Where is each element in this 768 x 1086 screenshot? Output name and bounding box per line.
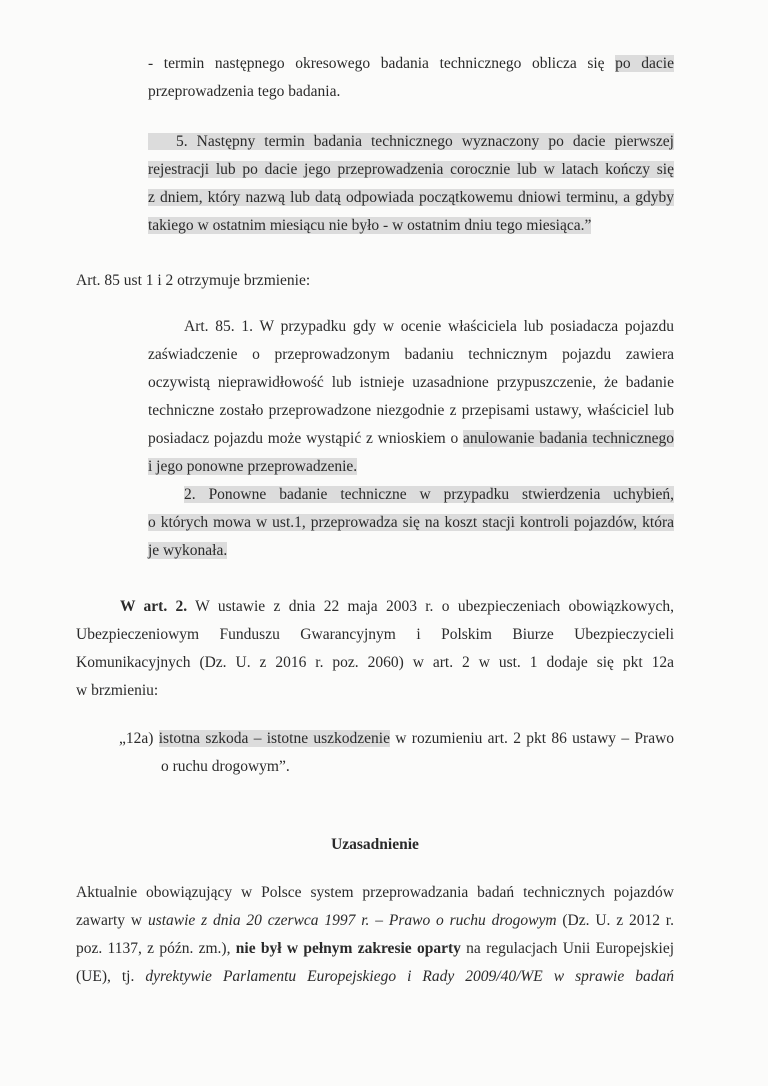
text-line: w brzmieniu: <box>76 682 159 699</box>
text-line <box>148 425 674 453</box>
text-line: zaświadczenie o przeprowadzonym badaniu technicznym pojazdu zawiera <box>148 346 674 363</box>
text-span: W ustawie z dnia 22 maja 2003 r. o ubezpieczeniach obowiązkowych, <box>187 598 674 615</box>
highlight: je wykonała. <box>148 542 228 559</box>
text-line <box>148 453 674 481</box>
text-line <box>148 537 674 565</box>
paragraph-uzasadnienie <box>76 879 674 991</box>
bold-span: nie był w pełnym zakresie oparty <box>235 940 461 957</box>
highlight: 2. Ponowne badanie techniczne w przypadku stwierdzenia uchybień, <box>184 486 674 503</box>
highlight: anulowanie badania technicznego <box>463 430 674 447</box>
highlight: i jego ponowne przeprowadzenie. <box>148 458 358 475</box>
text-line: przeprowadzenia tego badania. <box>148 83 341 100</box>
highlight: 5. Następny termin badania technicznego wyznaczony po dacie pierwszej <box>148 133 674 150</box>
text-span: w rozumieniu art. 2 pkt 86 ustawy – Prawo <box>390 730 675 747</box>
text-span: - termin następnego okresowego badania technicznego oblicza się <box>148 55 616 72</box>
text-span: zawarty w <box>76 912 148 929</box>
text-line: Ubezpieczeniowym Funduszu Gwarancyjnym i Polskim Biurze Ubezpieczycieli <box>76 626 674 643</box>
highlight: o których mowa w ust.1, przeprowadza się na koszt stacji kontroli pojazdów, która <box>148 514 674 531</box>
text-line <box>148 184 674 212</box>
text-line: o ruchu drogowym”. <box>161 758 290 775</box>
text-line: Komunikacyjnych (Dz. U. z 2016 r. poz. 2060) w art. 2 w ust. 1 dodaje się pkt 12a <box>76 654 674 671</box>
text-line <box>119 725 674 753</box>
art2-label: W art. 2. <box>120 598 188 615</box>
highlight: takiego w ostatnim miesiącu nie było - w ostatnim dniu tego miesiąca.” <box>148 217 592 234</box>
text-line <box>148 156 674 184</box>
paragraph-pkt12a <box>119 725 674 781</box>
text-line: Aktualnie obowiązujący w Polsce system przeprowadzania badań technicznych pojazdów <box>76 884 674 901</box>
text-line <box>76 963 674 991</box>
text-span: (UE), tj. <box>76 968 146 985</box>
text-line <box>76 593 674 621</box>
text-span: (Dz. U. z 2012 r. <box>556 912 674 929</box>
italic-span: dyrektywie Parlamentu Europejskiego i Rady 2009/40/WE w sprawie badań <box>145 968 674 985</box>
text-line <box>148 212 674 240</box>
paragraph-ust5 <box>148 128 674 240</box>
highlight: rejestracji lub po dacie jego przeprowadzenia corocznie lub w latach kończy się <box>148 161 674 178</box>
text-span: posiadacz pojazdu może wystąpić z wnioskiem o <box>148 430 464 447</box>
highlight: istotna szkoda – istotne uszkodzenie <box>158 730 390 747</box>
section-heading: Uzasadnienie <box>331 836 419 853</box>
text-line <box>76 907 674 935</box>
text-line <box>76 935 674 963</box>
text-span: „12a) <box>119 730 159 747</box>
italic-span: ustawie z dnia 20 czerwca 1997 r. – Prawo o ruchu drogowym <box>147 912 557 929</box>
text-line: techniczne zostało przeprowadzone niezgodnie z przepisami ustawy, właściciel lub <box>148 402 674 419</box>
art85-intro: Art. 85 ust 1 i 2 otrzymuje brzmienie: <box>76 272 311 289</box>
text-span: na regulacjach Unii Europejskiej <box>460 940 675 957</box>
text-line <box>148 481 674 509</box>
text-line <box>148 50 674 78</box>
text-span: poz. 1137, z późn. zm.), <box>76 940 236 957</box>
text-line: Art. 85. 1. W przypadku gdy w ocenie właściciela lub posiadacza pojazdu <box>184 318 674 335</box>
paragraph-termin <box>148 50 674 106</box>
paragraph-art2 <box>76 593 674 705</box>
text-line <box>148 509 674 537</box>
paragraph-art85 <box>148 313 674 565</box>
text-line: oczywistą nieprawidłowość lub istnieje uzasadnione przypuszczenie, że badanie <box>148 374 674 391</box>
highlight: z dniem, który nazwą lub datą odpowiada początkowemu dniowi terminu, a gdyby <box>148 189 674 206</box>
highlight: po dacie <box>615 55 674 72</box>
text-line <box>148 128 674 156</box>
